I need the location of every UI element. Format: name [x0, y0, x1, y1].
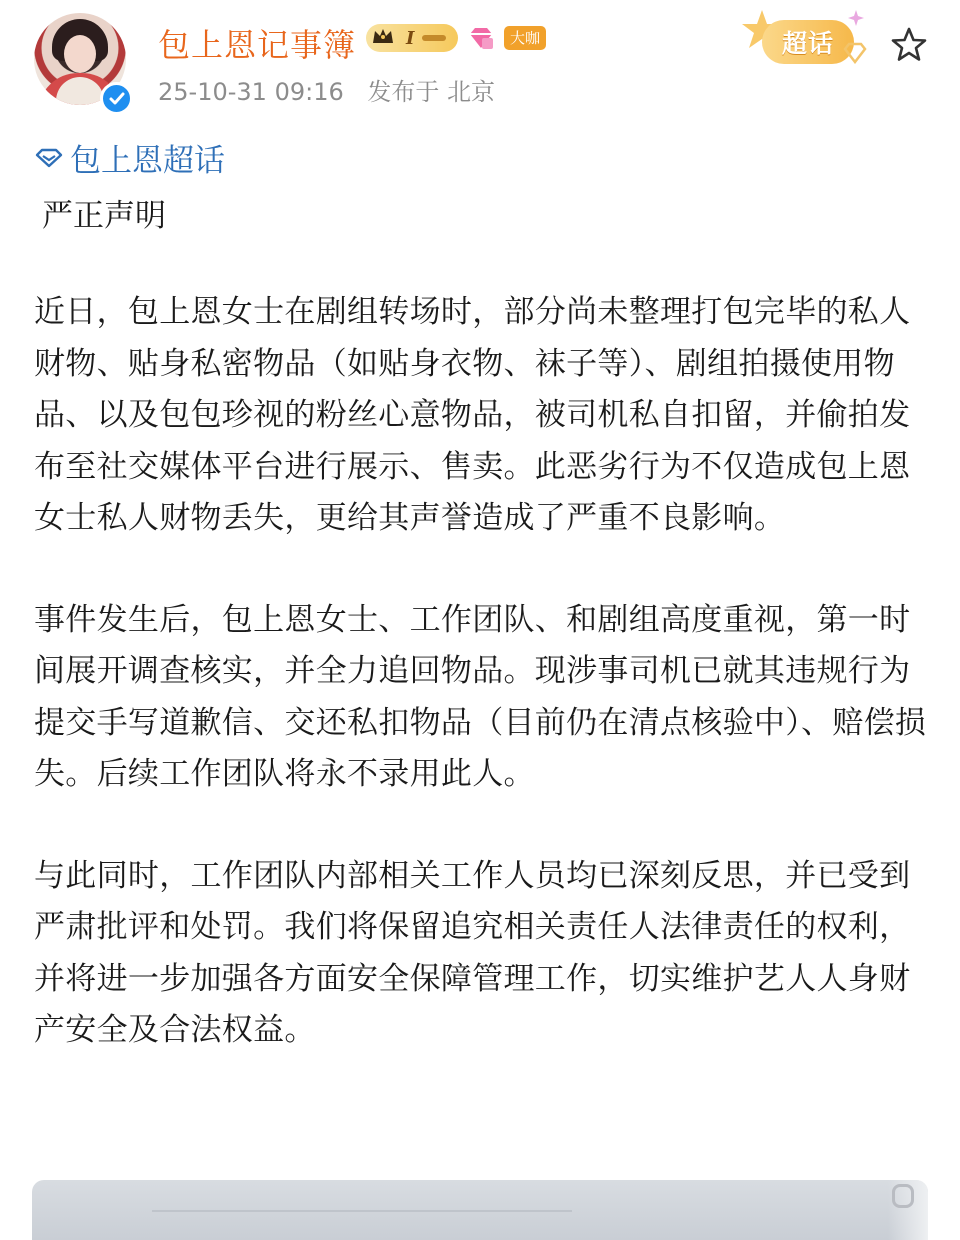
post-body — [34, 287, 934, 1107]
timestamp: 25-10-31 09:16 — [158, 78, 344, 106]
level-text: I — [406, 27, 415, 49]
verified-check-icon — [100, 82, 133, 115]
topic-link-label: 包上恩超话 — [70, 143, 225, 179]
post-meta — [158, 72, 511, 107]
location: 发布于 北京 — [367, 78, 496, 106]
user-badges — [366, 24, 546, 52]
image-ring — [892, 1184, 914, 1208]
paragraph-3: 与此同时，工作团队内部相关工作人员均已深刻反思，并已受到严肃批评和处罚。我们将保留追究相关责任人法律责任的权利，并将进一步加强各方面安全保障管理工作，切实维护艺人人身财产安全及合法权益。 — [34, 857, 911, 1048]
image-detail — [152, 1210, 572, 1212]
diamond-icon[interactable] — [466, 24, 496, 52]
paragraph-2: 事件发生后，包上恩女士、工作团队、和剧组高度重视，第一时间展开调查核实，并全力追回物品。现涉事司机已就其违规行为提交手写道歉信、交还私扣物品（目前仍在清点核验中）、赔偿损失。后续工作团队将永不录用此人。 — [34, 601, 927, 792]
paragraph-1: 近日，包上恩女士在剧组转场时，部分尚未整理打包完毕的私人财物、贴身私密物品（如贴身衣物、袜子等）、剧组拍摄使用物品、以及包包珍视的粉丝心意物品，被司机私自扣留，并偷拍发布至社交媒体平台进行展示、售卖。此恶劣行为不仅造成包上恩女士私人财物丢失，更给其声誉造成了严重不良影响。 — [34, 294, 911, 536]
avatar-face — [64, 35, 96, 73]
post-image[interactable] — [32, 1180, 928, 1240]
topic-diamond-icon — [34, 147, 66, 169]
crown-icon — [372, 27, 394, 49]
username[interactable]: 包上恩记事簿 — [158, 26, 357, 64]
star-icon[interactable] — [890, 26, 928, 64]
post-title: 严正声明 — [42, 198, 166, 234]
topic-link[interactable] — [34, 135, 225, 180]
level-badge[interactable] — [366, 24, 458, 52]
supertopic-icon[interactable] — [740, 8, 868, 70]
dk-badge[interactable]: 大咖 — [504, 26, 546, 50]
supertopic-label: 超话 — [762, 20, 854, 64]
level-bar — [422, 35, 446, 41]
post-header — [0, 0, 960, 130]
